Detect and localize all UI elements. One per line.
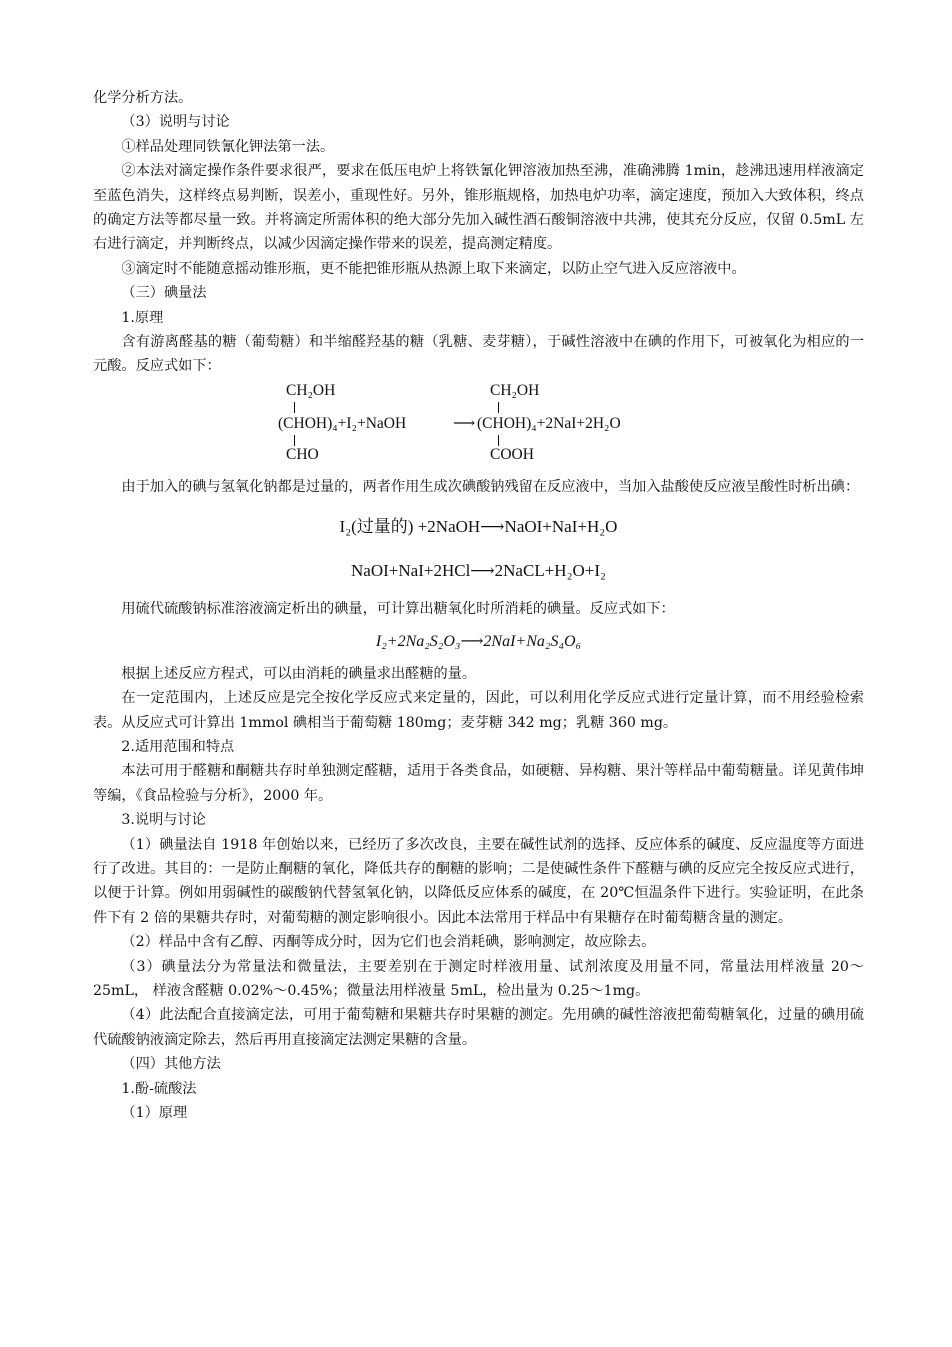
section-heading: （四）其他方法: [121, 1056, 221, 1073]
paragraph: （1）碘量法自 1918 年创始以来，已经历了多次改良，主要在碱性试剂的选择、反应体系的碱度、反应温度等方面进行了改进。其目的：一是防止酮糖的氧化，降低共存的酮糖的影响；二是使碱性条件下醛糖与碘的反应完全按反应式进行，以便于计算。例如用弱碱性的碳酸钠代替氢氧化钠，以降低反应体系的碱度，在 20℃恒温条件下进行。实验证明，在此条件下有 2 倍的果糖共存时，对葡萄糖的测定影响很小。因此本法常用于样品中有果糖存在时葡萄糖含量的测定。: [93, 836, 864, 926]
eq1-bot-right: COOH: [490, 445, 534, 463]
equation-thiosulfate: I₂+2Na₂S₂O₃⟶2NaI+Na₂S₄O₆: [375, 632, 582, 650]
subheading: 1.原理: [121, 309, 164, 326]
eq1-top-left: CH₂OH: [286, 381, 336, 399]
paragraph: （3）碘量法分为常量法和微量法，主要差别在于测定时样液用量、试剂浓度及用量不同，常量法用样液量 20～25mL， 样液含醛糖 0.02%～0.45%；微量法用样液量 5mL，检出量为 0.25～1mg。: [93, 958, 864, 999]
subheading: 1.酚-硫酸法: [121, 1080, 197, 1097]
section-heading: （三）碘量法: [121, 285, 207, 302]
eq1-bot-left: CHO: [286, 445, 319, 463]
eq1-arrow: ⟶: [453, 414, 476, 432]
subheading: 3.说明与讨论: [121, 812, 206, 829]
subheading: （3）说明与讨论: [121, 114, 230, 131]
paragraph: 化学分析方法。: [93, 90, 193, 106]
paragraph: ②本法对滴定操作条件要求很严，要求在低压电炉上将铁氰化钾溶液加热至沸，准确沸腾 1min，趁沸迅速用样液滴定至蓝色消失，这样终点易判断，误差小，重现性好。另外，锥形瓶规格，加热电炉功率，滴定速度，预加入大致体积，终点的确定方法等都尽量一致。并将滴定所需体积的绝大部分先加入碱性酒石酸铜溶液中共沸，使其充分反应，仅留 0.5mL 左右进行滴定，并判断终点，以减少因滴定操作带来的误差，提高测定精度。: [93, 163, 864, 253]
paragraph: 由于加入的碘与氢氧化钠都是过量的，两者作用生成次碘酸钠残留在反应液中，当加入盐酸使反应液呈酸性时析出碘：: [121, 478, 860, 495]
paragraph: （4）此法配合直接滴定法，可用于葡萄糖和果糖共存时果糖的测定。先用碘的碱性溶液把葡萄糖氧化，过量的碘用硫代硫酸钠液滴定除去，然后再用直接滴定法测定果糖的含量。: [93, 1007, 864, 1048]
subheading: 2.适用范围和特点: [121, 738, 235, 755]
eq1-mid-right: (CHOH)₄+2NaI+2H₂O: [477, 414, 621, 432]
paragraph: 根据上述反应方程式，可以由消耗的碘量求出醛糖的量。: [121, 665, 477, 682]
paragraph: ③滴定时不能随意摇动锥形瓶，更不能把锥形瓶从热源上取下来滴定，以防止空气进入反应溶液中。: [121, 260, 746, 277]
equation-iodine-naoh: I₂(过量的) +2NaOH⟶NaOI+NaI+H₂O: [339, 517, 618, 537]
paragraph: 在一定范围内，上述反应是完全按化学反应式来定量的，因此，可以利用化学反应式进行定量计算，而不用经验检索表。从反应式可计算出 1mmol 碘相当于葡萄糖 180mg；麦芽糖 342 mg；乳糖 360 mg。: [93, 690, 864, 731]
paragraph: 用硫代硫酸钠标准溶液滴定析出的碘量，可计算出糖氧化时所消耗的碘量。反应式如下：: [121, 601, 675, 618]
eq1-mid-left: (CHOH)₄+I₂+NaOH: [278, 414, 407, 432]
paragraph: （2）样品中含有乙醇、丙酮等成分时，因为它们也会消耗碘，影响测定，故应除去。: [121, 934, 656, 951]
paragraph: ①样品处理同铁氰化钾法第一法。: [121, 138, 335, 155]
paragraph: 含有游离醛基的糖（葡萄糖）和半缩醛羟基的糖（乳糖、麦芽糖），于碱性溶液中在碘的作用下，可被氧化为相应的一元酸。反应式如下：: [93, 334, 864, 375]
paragraph: 本法可用于醛糖和酮糖共存时单独测定醛糖，适用于各类食品，如硬糖、异构糖、果汁等样品中葡萄糖量。详见黄伟坤等编，《食品检验与分析》，2000 年。: [93, 763, 864, 804]
equation-naoi-hcl: NaOI+NaI+2HCl⟶2NaCL+H₂O+I₂: [351, 561, 606, 581]
subheading: （1）原理: [121, 1105, 188, 1121]
eq1-top-right: CH₂OH: [490, 381, 540, 399]
reaction-structure-equation: [93, 379, 864, 475]
